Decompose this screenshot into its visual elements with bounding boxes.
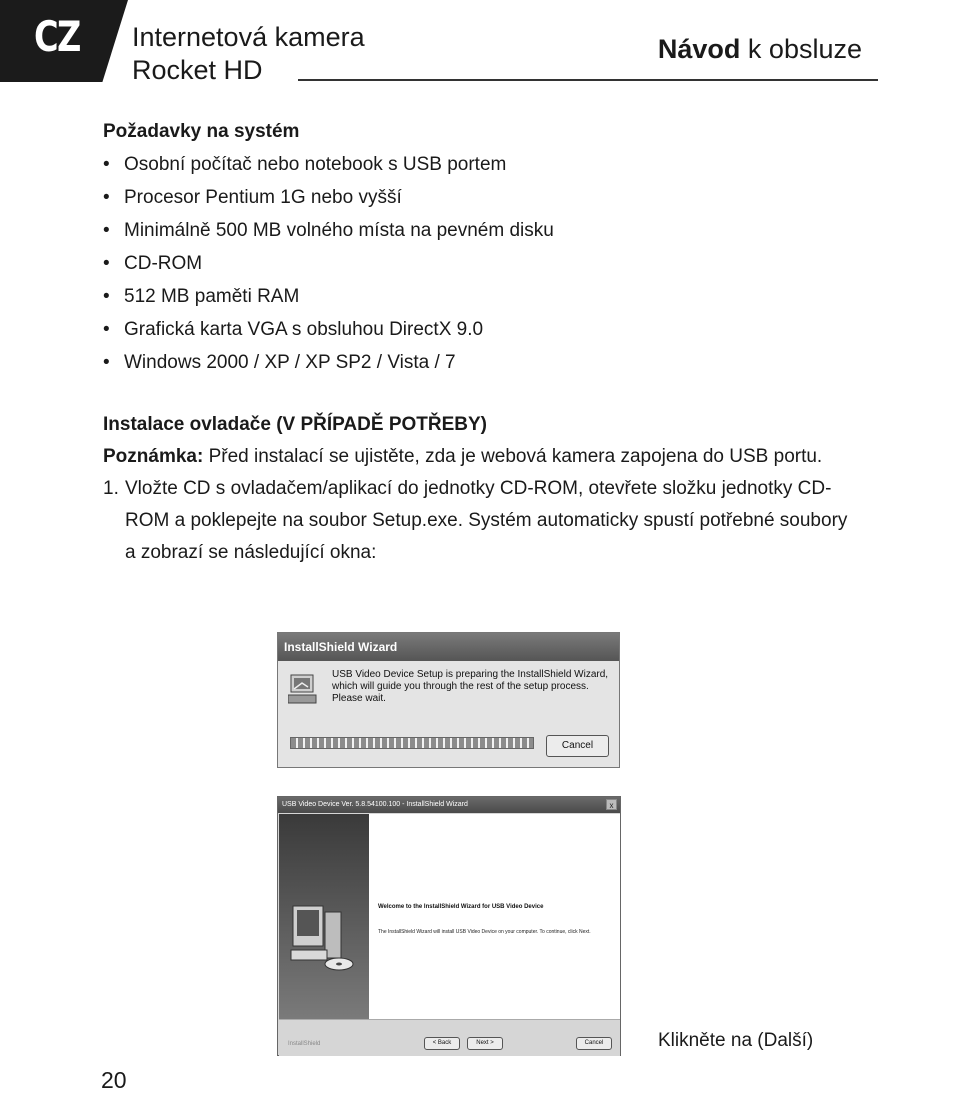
step-number: 1.: [103, 478, 119, 499]
preparing-message: USB Video Device Setup is preparing the InstallShield Wizard, which will guide you through the rest of the setup process. Please wait.: [332, 669, 609, 704]
requirement-item: • Osobní počítač nebo notebook s USB portem: [103, 148, 863, 181]
product-name-line1: Internetová kamera: [132, 22, 365, 52]
welcome-heading: Welcome to the InstallShield Wizard for USB Video Device: [378, 904, 544, 910]
computer-cd-icon: [279, 814, 369, 1019]
installshield-welcome-window: [277, 796, 621, 1056]
wizard-content-panel: [369, 814, 620, 1019]
next-button[interactable]: Next >: [467, 1037, 503, 1050]
requirement-item: • Minimálně 500 MB volného místa na pevném disku: [103, 214, 863, 247]
manual-title-bold: Návod: [657, 34, 741, 64]
installshield-brand: InstallShield: [288, 1041, 321, 1047]
manual-title-rest: k obsluze: [740, 34, 862, 64]
page-content: [103, 116, 863, 569]
requirement-item: • 512 MB paměti RAM: [103, 280, 863, 313]
window-title: USB Video Device Ver. 5.8.54100.100 - InstallShield Wizard: [282, 801, 468, 808]
install-step-1: [103, 473, 863, 569]
window-titlebar: InstallShield Wizard: [278, 633, 619, 661]
manual-title: [658, 34, 862, 65]
page-number: 20: [101, 1067, 127, 1093]
product-name-line2: Rocket HD: [132, 55, 263, 85]
requirement-item: • Grafická karta VGA s obsluhou DirectX 9.0: [103, 313, 863, 346]
language-code: CZ: [34, 12, 80, 61]
header-divider: [298, 79, 878, 81]
requirement-item: • Procesor Pentium 1G nebo vyšší: [103, 181, 863, 214]
cancel-button[interactable]: Cancel: [546, 735, 609, 757]
setup-computer-icon: [288, 673, 318, 705]
back-button[interactable]: < Back: [424, 1037, 460, 1050]
install-note: [103, 441, 863, 473]
install-heading: Instalace ovladače (V PŘÍPADĚ POTŘEBY): [103, 414, 487, 435]
progress-bar: [290, 737, 534, 749]
cancel-button[interactable]: Cancel: [576, 1037, 612, 1050]
wizard-side-panel: [279, 814, 369, 1019]
installshield-preparing-window: [277, 632, 620, 768]
note-label: Poznámka:: [103, 446, 204, 467]
window-titlebar: [278, 797, 620, 813]
note-text: Před instalací se ujistěte, zda je webová kamera zapojena do USB portu.: [203, 446, 823, 467]
progress-fill: [291, 738, 533, 748]
step-text: Vložte CD s ovladačem/aplikací do jednotky CD-ROM, otevřete složku jednotky CD-ROM a poklepejte na soubor Setup.exe. Systém automaticky spustí potřebné soubory a zobrazí se následující okna:: [125, 478, 848, 563]
section-spacer: [103, 379, 863, 409]
requirements-heading: Požadavky na systém: [103, 121, 300, 142]
requirement-item: • Windows 2000 / XP / XP SP2 / Vista / 7: [103, 346, 863, 379]
welcome-description: The InstallShield Wizard will install USB Video Device on your computer. To continue, click Next.: [378, 929, 591, 935]
next-caption: Klikněte na (Další): [658, 1030, 814, 1051]
requirements-list: [103, 148, 863, 379]
requirement-item: • CD-ROM: [103, 247, 863, 280]
close-icon[interactable]: x: [606, 799, 617, 810]
